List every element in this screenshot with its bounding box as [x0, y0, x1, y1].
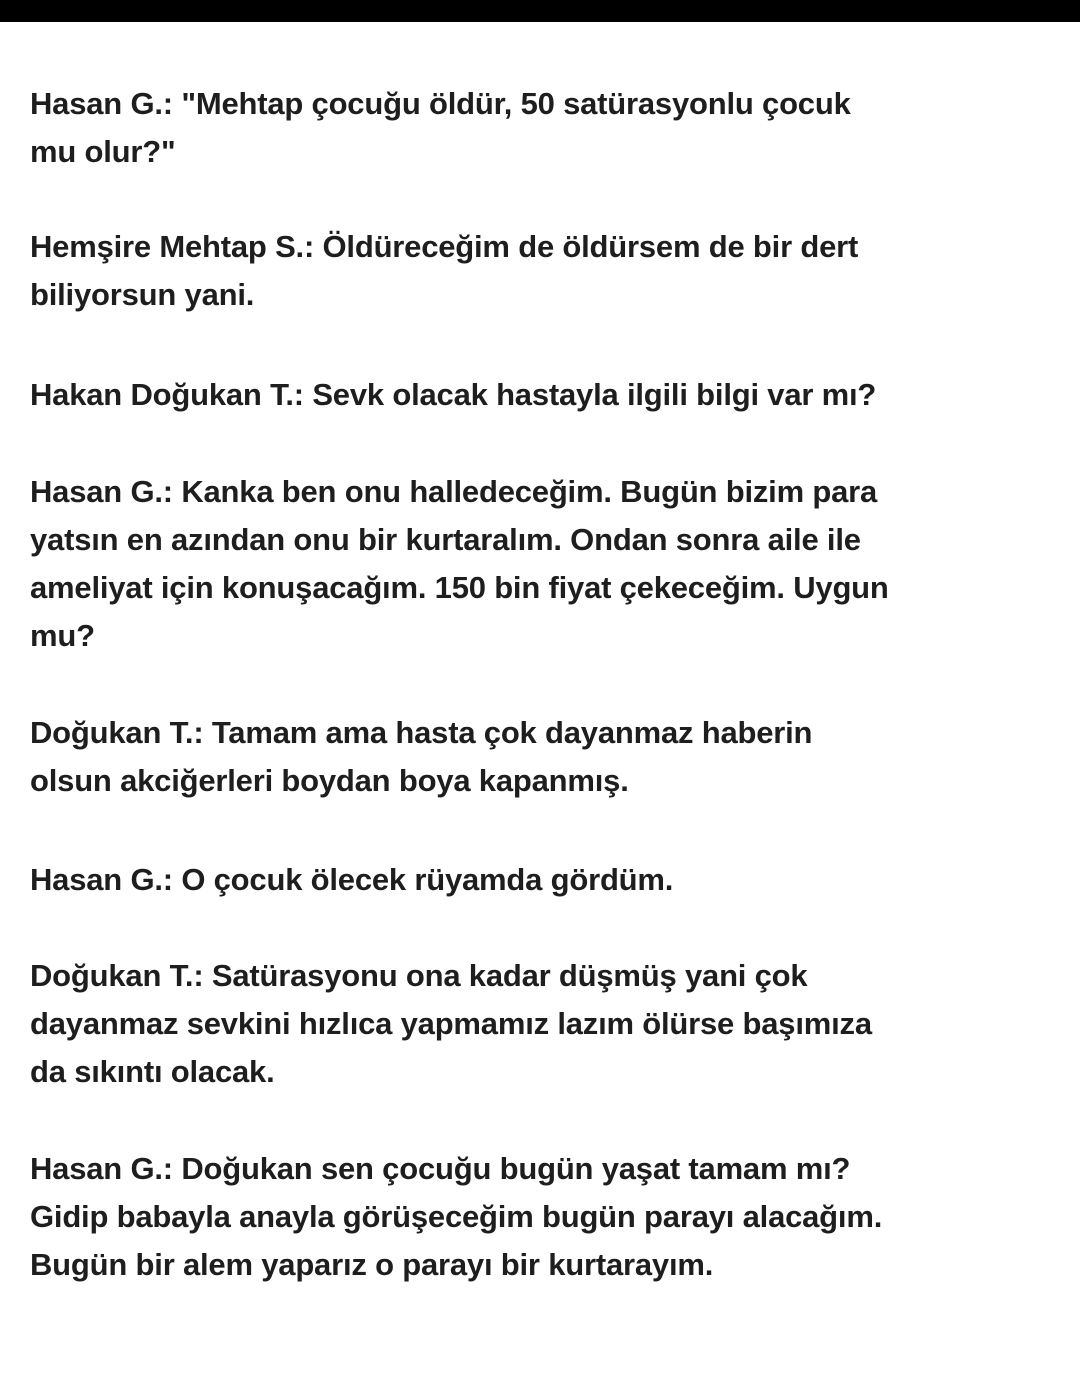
text-line: da sıkıntı olacak. — [30, 1054, 275, 1089]
text-line: Hemşire Mehtap S.: Öldüreceğim de öldürsem de bir dert — [30, 229, 859, 264]
text-line: Hasan G.: O çocuk ölecek rüyamda gördüm. — [30, 862, 674, 897]
message-hakan-dogukan — [30, 371, 876, 419]
text-line: Hasan G.: Kanka ben onu halledeceğim. Bugün bizim para — [30, 474, 878, 509]
message-dogukan-2 — [30, 952, 872, 1096]
text-line: olsun akciğerleri boydan boya kapanmış. — [30, 763, 629, 798]
text-line: ameliyat için konuşacağım. 150 bin fiyat çekeceğim. Uygun — [30, 570, 889, 605]
text-line: Bugün bir alem yaparız o parayı bir kurtarayım. — [30, 1247, 714, 1282]
text-line: dayanmaz sevkini hızlıca yapmamız lazım ölürse başımıza — [30, 1006, 872, 1041]
message-dogukan-1 — [30, 709, 812, 805]
text-line: Hasan G.: "Mehtap çocuğu öldür, 50 satürasyonlu çocuk — [30, 86, 851, 121]
message-mehtap — [30, 223, 858, 319]
text-line: Doğukan T.: Tamam ama hasta çok dayanmaz haberin — [30, 715, 813, 750]
message-hasan-1 — [30, 80, 851, 176]
text-line: yatsın en azından onu bir kurtaralım. Ondan sonra aile ile — [30, 522, 861, 557]
message-hasan-4 — [30, 1145, 882, 1289]
text-line: Doğukan T.: Satürasyonu ona kadar düşmüş yani çok — [30, 958, 808, 993]
text-line: biliyorsun yani. — [30, 277, 255, 312]
text-line: mu? — [30, 618, 95, 653]
text-line: mu olur?" — [30, 134, 176, 169]
text-line: Gidip babayla anayla görüşeceğim bugün parayı alacağım. — [30, 1199, 883, 1234]
text-line: Hakan Doğukan T.: Sevk olacak hastayla ilgili bilgi var mı? — [30, 377, 877, 412]
message-hasan-2 — [30, 468, 889, 660]
message-hasan-3 — [30, 856, 673, 904]
text-line: Hasan G.: Doğukan sen çocuğu bugün yaşat tamam mı? — [30, 1151, 851, 1186]
top-bar — [0, 0, 1080, 22]
